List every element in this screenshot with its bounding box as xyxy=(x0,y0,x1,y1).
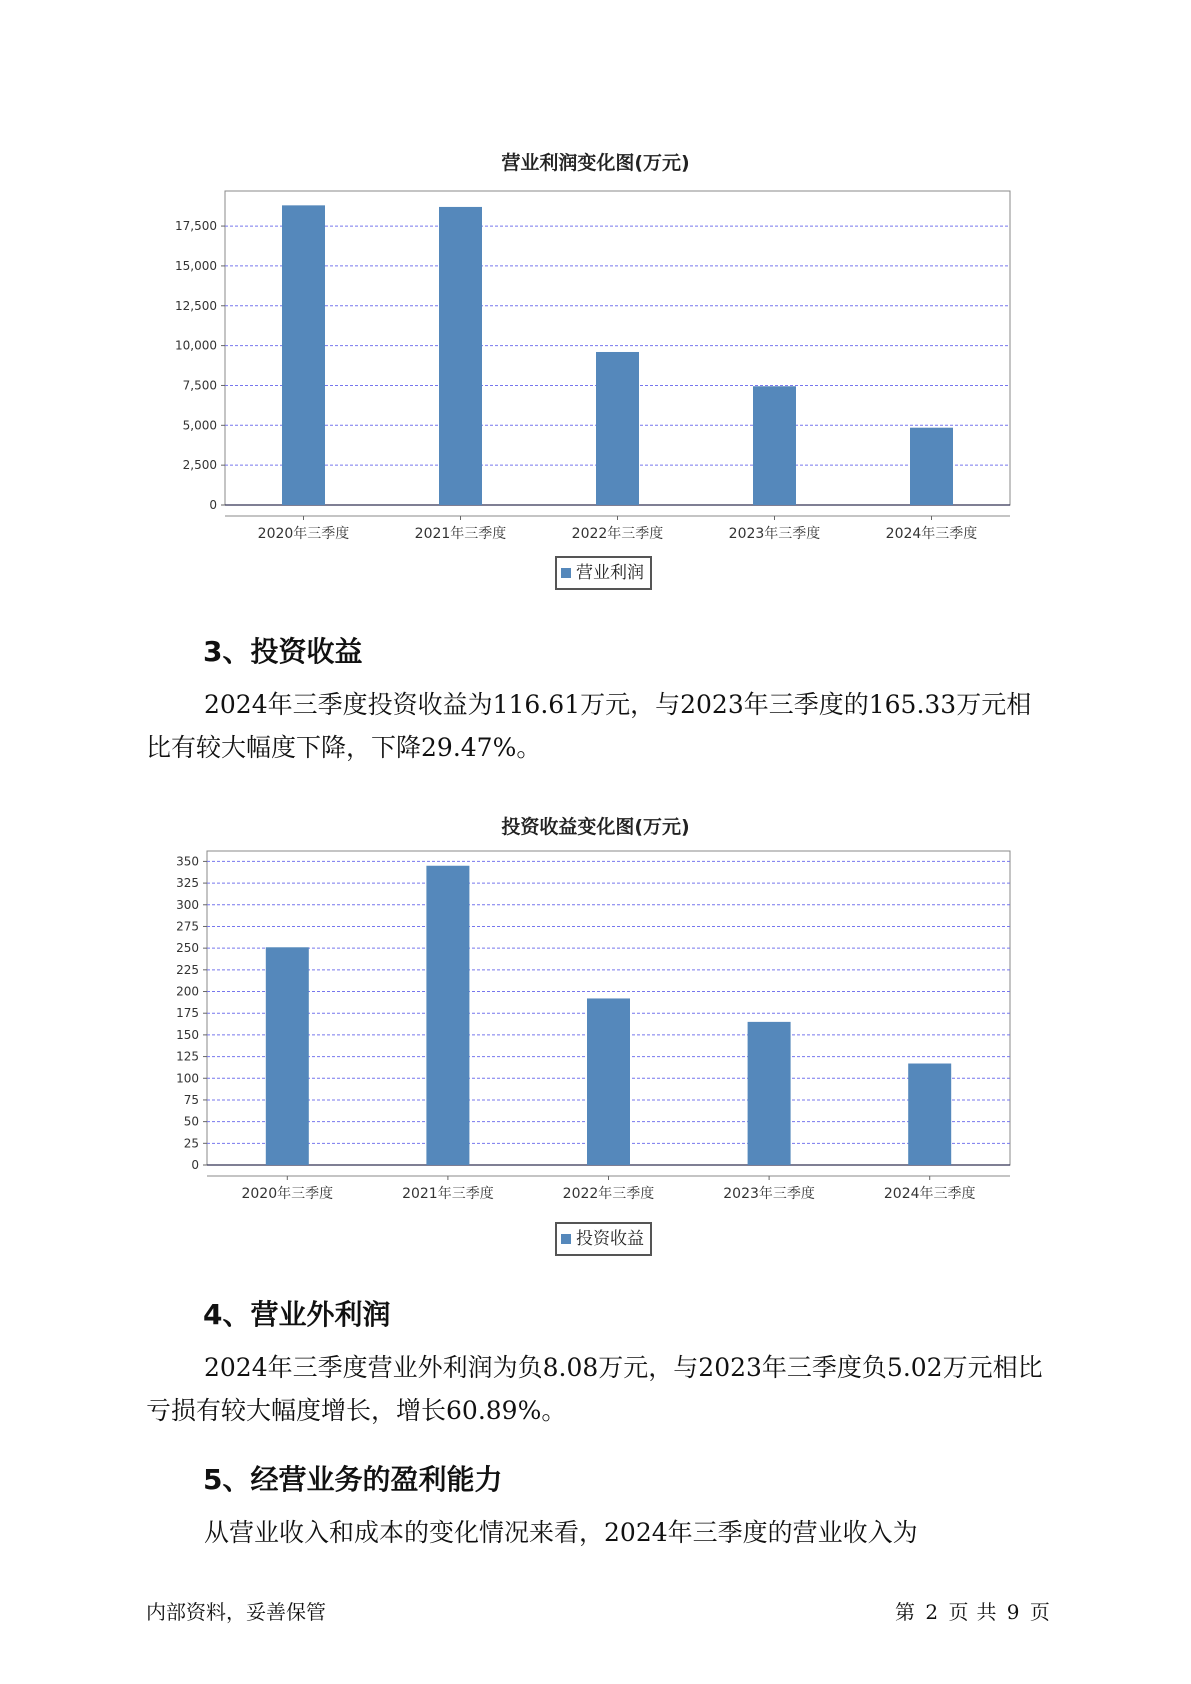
chart1-legend-label: 营业利润 xyxy=(576,563,644,583)
y-tick-label: 12,500 xyxy=(175,298,217,313)
y-tick-label: 250 xyxy=(176,941,199,956)
y-tick-label: 0 xyxy=(191,1158,199,1172)
bar xyxy=(266,947,309,1165)
y-tick-label: 25 xyxy=(183,1136,199,1151)
chart1-title: 营业利润变化图(万元) xyxy=(501,152,690,174)
bar xyxy=(426,866,469,1165)
y-tick-label: 125 xyxy=(176,1049,199,1064)
y-tick-label: 200 xyxy=(176,984,199,999)
x-tick-label: 2021年三季度 xyxy=(402,1186,494,1202)
chart2-legend xyxy=(555,1222,652,1256)
x-tick-label: 2023年三季度 xyxy=(723,1186,815,1202)
legend-swatch xyxy=(561,1234,571,1244)
section-4-heading: 4、营业外利润 xyxy=(203,1298,391,1331)
chart2-legend-label: 投资收益 xyxy=(576,1229,644,1249)
y-tick-label: 100 xyxy=(176,1071,199,1086)
y-tick-label: 75 xyxy=(183,1092,199,1107)
y-tick-label: 175 xyxy=(176,1006,199,1021)
x-tick-label: 2020年三季度 xyxy=(241,1186,334,1202)
y-tick-label: 225 xyxy=(176,962,199,977)
section-3-heading: 3、投资收益 xyxy=(203,635,363,668)
y-tick-label: 325 xyxy=(176,876,199,891)
x-tick-label: 2024年三季度 xyxy=(885,526,978,542)
footer-page-number: 第 2 页 xyxy=(895,1600,969,1624)
section-4-text: 2024年三季度营业外利润为负8.08万元，与2023年三季度负5.02万元相比亏损有较大幅度增长，增长60.89%。 xyxy=(146,1353,1043,1425)
footer-total-pages: 共 9 页 xyxy=(976,1600,1050,1624)
x-tick-label: 2023年三季度 xyxy=(728,526,821,542)
y-tick-label: 350 xyxy=(176,854,199,869)
y-tick-label: 50 xyxy=(183,1114,199,1129)
y-tick-label: 300 xyxy=(176,897,199,912)
y-tick-label: 15,000 xyxy=(175,258,217,273)
x-tick-label: 2021年三季度 xyxy=(414,526,507,542)
bar xyxy=(748,1022,791,1165)
x-tick-label: 2020年三季度 xyxy=(257,526,350,542)
y-tick-label: 150 xyxy=(176,1027,199,1042)
bar xyxy=(908,1064,951,1165)
bar xyxy=(587,998,630,1165)
y-tick-label: 5,000 xyxy=(182,418,217,433)
section-5-paragraph xyxy=(146,1511,1056,1554)
x-tick-label: 2024年三季度 xyxy=(883,1186,976,1202)
y-tick-label: 0 xyxy=(209,498,217,512)
section-5-text: 从营业收入和成本的变化情况来看，2024年三季度的营业收入为 xyxy=(204,1518,918,1547)
y-tick-label: 2,500 xyxy=(182,458,217,473)
y-tick-label: 17,500 xyxy=(175,219,217,234)
y-tick-label: 7,500 xyxy=(182,378,217,393)
section-4-paragraph xyxy=(146,1346,1056,1432)
section-3-text: 2024年三季度投资收益为116.61万元，与2023年三季度的165.33万元相比有较大幅度下降，下降29.47%。 xyxy=(146,690,1032,762)
footer-page-info xyxy=(895,1596,1058,1625)
section-5-heading: 5、经营业务的盈利能力 xyxy=(203,1463,503,1496)
chart2-title: 投资收益变化图(万元) xyxy=(501,816,690,838)
x-tick-label: 2022年三季度 xyxy=(571,526,664,542)
y-tick-label: 275 xyxy=(176,919,199,934)
x-tick-label: 2022年三季度 xyxy=(562,1186,655,1202)
y-tick-label: 10,000 xyxy=(175,338,217,353)
footer-confidential-note: 内部资料，妥善保管 xyxy=(146,1600,326,1624)
